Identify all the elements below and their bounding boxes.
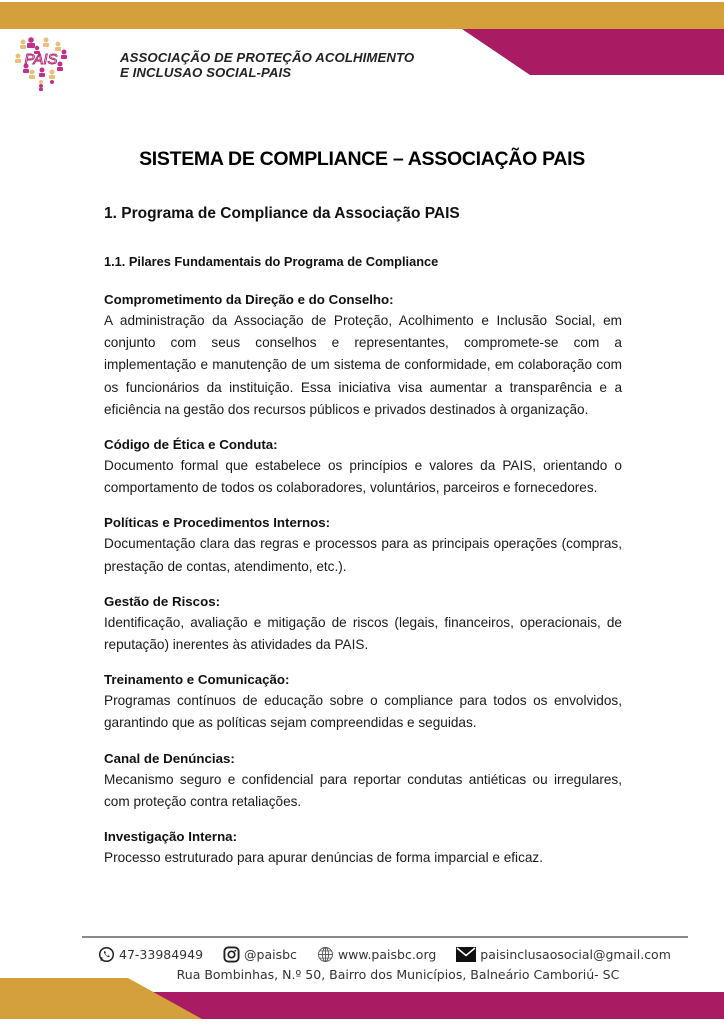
pillar-title: Treinamento e Comunicação: [104,672,290,688]
document-title: SISTEMA DE COMPLIANCE – ASSOCIAÇÃO PAIS [139,148,585,170]
pillar-risk-management [104,592,622,656]
footer-website[interactable] [317,946,436,963]
pillar-title: Investigação Interna: [104,829,238,845]
header-gold-band [0,2,724,29]
globe-icon [317,946,334,963]
subsection-heading: 1.1. Pilares Fundamentais do Programa de Compliance [104,254,439,269]
footer-magenta-band [150,992,724,1019]
pais-heart-logo [14,34,70,92]
footer-email[interactable] [456,947,671,962]
organization-name-line2: E INCLUSAO SOCIAL-PAIS [120,65,292,80]
website-url: www.paisbc.org [337,946,437,962]
pillar-code-of-ethics [104,435,622,499]
logo-text: PAIS [24,51,58,68]
instagram-icon [223,946,240,963]
pillar-leadership-commitment [104,290,622,421]
pillar-training-communication [104,670,622,734]
email-address: paisinclusaosocial@gmail.com [480,946,671,962]
footer-address: Rua Bombinhas, N.º 50, Bairro dos Municípios, Balneário Camboriú- SC [176,967,620,982]
pillar-body: Documentação clara das regras e processos para as principais operações (compras, prestação de contas, atendimento, etc.). [104,536,622,574]
mail-icon [456,947,476,962]
pillar-body: Mecanismo seguro e confidencial para reportar condutas antiéticas ou irregulares, com proteção contra retaliações. [104,771,622,809]
pillar-internal-investigation [104,827,622,869]
pillar-title: Código de Ética e Conduta: [104,437,278,453]
pillar-body: Processo estruturado para apurar denúncias de forma imparcial e eficaz. [104,850,544,866]
whatsapp-icon [98,946,115,963]
footer-divider [82,936,688,938]
pillar-title: Comprometimento da Direção e do Conselho: [104,292,394,307]
footer-instagram[interactable] [223,946,297,963]
footer-contacts [98,943,691,965]
footer-phone[interactable] [98,946,203,963]
pillar-body: Identificação, avaliação e mitigação de riscos (legais, financeiros, operacionais, de reputação) inerentes às atividades da PAIS. [104,614,622,653]
pillar-body: Documento formal que estabelece os princípios e valores da PAIS, orientando o comportamento de todos os colaboradores, voluntários, parceiros e fornecedores. [104,458,622,496]
footer-color-bands [0,976,724,1020]
organization-name [120,50,414,80]
pillar-title: Gestão de Riscos: [104,593,221,609]
pillars-list [104,290,622,883]
pillar-whistleblower-channel [104,749,622,813]
pillar-title: Canal de Denúncias: [104,750,235,766]
instagram-handle: @paisbc [244,946,297,962]
pillar-title: Políticas e Procedimentos Internos: [104,515,331,531]
pillar-internal-policies [104,513,622,577]
pillar-body: A administração da Associação de Proteção, Acolhimento e Inclusão Social, em conjunto com seus conselhos e representantes, compromete-se com a implementação e manutenção de um sistema de conformidade, em colaboração com os funcionários da instituição. Essa iniciativa visa aumentar a transparência e a eficiência na gestão dos recursos públicos e privados destinados à organização. [104,313,622,417]
organization-name-line1: ASSOCIAÇÃO DE PROTEÇÃO ACOLHIMENTO [120,50,415,65]
pillar-body: Programas contínuos de educação sobre o compliance para todos os envolvidos, garantindo que as políticas sejam compreendidas e seguidas. [104,693,622,731]
phone-number: 47-33984949 [119,946,204,962]
section-heading: 1. Programa de Compliance da Associação PAIS [104,205,460,222]
